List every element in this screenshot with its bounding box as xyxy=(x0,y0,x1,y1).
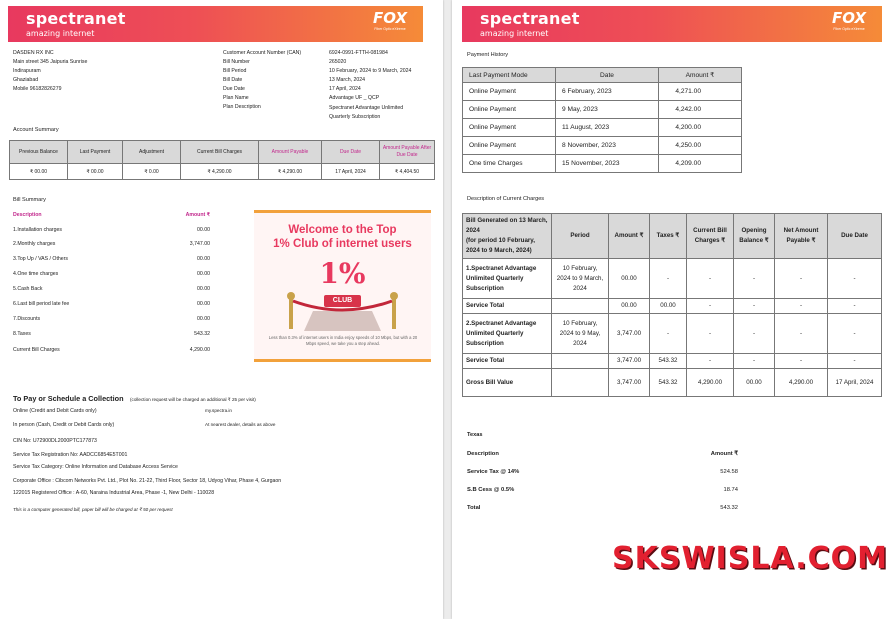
table-cell: - xyxy=(687,354,734,369)
bill-summary-value: 3,747.00 xyxy=(189,241,210,247)
table-row xyxy=(463,155,742,173)
col-taxes: Taxes ₹ xyxy=(650,214,687,259)
table-cell: ₹ 0.00 xyxy=(123,164,181,180)
table-row xyxy=(463,369,882,397)
tax-row-label: Total xyxy=(467,505,481,511)
tax-row-label: S.B Cess @ 0.5% xyxy=(467,487,515,493)
online-link[interactable]: my.spectra.in xyxy=(205,408,232,413)
table-cell: 00.00 xyxy=(609,299,650,314)
bill-info-value: 10 February, 2024 to 9 March, 2024 xyxy=(329,68,412,74)
table-cell: 3,747.00 xyxy=(609,369,650,397)
bill-summary-item: 7.Discounts xyxy=(13,316,41,322)
bill-summary-value: 00.00 xyxy=(197,286,210,292)
table-cell: - xyxy=(650,314,687,354)
col-amount: Amount ₹ xyxy=(659,68,742,83)
table-row xyxy=(463,314,882,354)
tax-row-value: 18.74 xyxy=(723,487,738,493)
col-due-date: Due Date xyxy=(828,214,882,259)
table-cell: - xyxy=(734,314,775,354)
bill-page-1 xyxy=(0,0,443,619)
table-cell: Online Payment xyxy=(463,137,556,155)
bill-summary-value: 00.00 xyxy=(197,227,210,233)
table-cell: ₹ 00.00 xyxy=(68,164,123,180)
table-cell: ₹ 4,404.50 xyxy=(380,164,435,180)
bill-summary-value: 543.32 xyxy=(194,331,210,337)
table-cell: - xyxy=(775,259,828,299)
table-cell: - xyxy=(734,259,775,299)
table-row xyxy=(463,354,882,369)
table-row xyxy=(463,299,882,314)
table-cell: - xyxy=(687,314,734,354)
bill-summary-amount-header: Amount ₹ xyxy=(185,212,210,218)
col-adjustment: Adjustment xyxy=(123,141,181,164)
table-cell: Service Total xyxy=(463,354,552,369)
table-cell: 1.Spectranet Advantage Unlimited Quarterly Subscription xyxy=(463,259,552,299)
bill-summary-total-label: Current Bill Charges xyxy=(13,347,60,353)
table-cell: - xyxy=(650,259,687,299)
table-cell: - xyxy=(734,354,775,369)
customer-line: Mobile 96182826279 xyxy=(13,86,62,92)
bill-info-value: 6924-0991-FTTH-081984 xyxy=(329,50,388,56)
bill-summary-item: 3.Top Up / VAS / Others xyxy=(13,256,68,262)
table-row xyxy=(10,164,435,180)
table-cell: 9 May, 2023 xyxy=(556,101,659,119)
fox-logo: FOX Fiber Optic eXtreme xyxy=(831,9,867,31)
table-cell: - xyxy=(687,299,734,314)
bill-summary-value: 00.00 xyxy=(197,301,210,307)
table-row xyxy=(463,137,742,155)
bill-summary-item: 8.Taxes xyxy=(13,331,31,337)
bill-summary-item: 2.Monthly charges xyxy=(13,241,56,247)
tax-row-value: 524.58 xyxy=(720,469,738,475)
bill-info-label: Bill Period xyxy=(223,68,247,74)
bill-summary-item: 6.Last bill period late fee xyxy=(13,301,70,307)
promo-caption: Less than 0.3% of internet users in India enjoy speeds of 10 Mbps, but with a 20 Mbps speed, we take you a step ahead. xyxy=(268,335,418,346)
brand-tagline: amazing internet xyxy=(480,29,549,38)
promo-title-line1: Welcome to the Top xyxy=(288,224,397,236)
service-tax-reg: Service Tax Registration No: AADCC6854E5T001 xyxy=(13,452,128,458)
table-cell: 543.32 xyxy=(650,354,687,369)
bill-summary-item: 5.Cash Back xyxy=(13,286,43,292)
bill-summary-title: Bill Summary xyxy=(13,197,46,203)
account-summary-table xyxy=(9,140,435,180)
bill-info-label: Due Date xyxy=(223,86,245,92)
bill-info-label: Bill Number xyxy=(223,59,250,65)
table-cell: 3,747.00 xyxy=(609,314,650,354)
taxes-title: Texas xyxy=(467,432,483,438)
cin-number: CIN No: U72900DL2000PTC177873 xyxy=(13,438,97,444)
col-net-amount-payable: Net Amount Payable ₹ xyxy=(775,214,828,259)
table-cell: Online Payment xyxy=(463,119,556,137)
table-cell: Online Payment xyxy=(463,83,556,101)
table-cell: Online Payment xyxy=(463,101,556,119)
pay-heading-note: (collection request will be charged an additional ₹ 25 per visit) xyxy=(130,397,256,402)
col-previous-balance: Previous Balance xyxy=(10,141,68,164)
brand-name: spectranet xyxy=(26,9,126,28)
table-cell: - xyxy=(828,354,882,369)
table-cell: 00.00 xyxy=(650,299,687,314)
table-row xyxy=(463,101,742,119)
table-row xyxy=(463,119,742,137)
payment-history-table xyxy=(462,67,742,173)
table-cell: 17 April, 2024 xyxy=(828,369,882,397)
bill-info-label: Plan Description xyxy=(223,104,261,110)
table-cell: 11 August, 2023 xyxy=(556,119,659,137)
table-cell: 4,290.00 xyxy=(775,369,828,397)
table-cell: - xyxy=(828,299,882,314)
col-last-payment: Last Payment xyxy=(68,141,123,164)
table-cell: 3,747.00 xyxy=(609,354,650,369)
table-cell: - xyxy=(775,299,828,314)
table-cell: Gross Bill Value xyxy=(463,369,552,397)
table-cell: - xyxy=(775,354,828,369)
in-person-value: At nearest dealer, details as above xyxy=(205,422,276,427)
bill-info-value: 13 March, 2024 xyxy=(329,77,366,83)
bill-page-2 xyxy=(452,0,890,619)
table-cell: One time Charges xyxy=(463,155,556,173)
online-label: Online (Credit and Debit Cards only) xyxy=(13,408,97,414)
table-row xyxy=(463,83,742,101)
bill-info-value: 17 April, 2024 xyxy=(329,86,361,92)
col-date: Date xyxy=(556,68,659,83)
registered-office: 122015 Registered Office : A-60, Naraina Industrial Area, Phase -1, New Delhi - 110028 xyxy=(13,490,215,496)
service-tax-category: Service Tax Category: Online Information and Database Access Service xyxy=(13,464,178,470)
current-charges-title: Description of Current Charges xyxy=(467,196,545,202)
table-cell: ₹ 00.00 xyxy=(10,164,68,180)
bill-summary-item: 1.Installation charges xyxy=(13,227,63,233)
bill-generated-header: Bill Generated on 13 March, 2024 xyxy=(466,217,548,234)
table-cell: - xyxy=(687,259,734,299)
col-current-bill-charges: Current Bill Charges xyxy=(181,141,259,164)
col-opening-balance: Opening Balance ₹ xyxy=(734,214,775,259)
table-cell: 4,209.00 xyxy=(659,155,742,173)
header-banner xyxy=(8,6,423,42)
table-cell: 00.00 xyxy=(609,259,650,299)
table-cell: Service Total xyxy=(463,299,552,314)
bill-summary-desc-header: Description xyxy=(13,212,42,218)
brand-tagline: amazing internet xyxy=(26,29,95,38)
col-payment-mode: Last Payment Mode xyxy=(463,68,556,83)
table-cell: 8 November, 2023 xyxy=(556,137,659,155)
promo-badge-number: 1% xyxy=(319,257,366,290)
account-summary-title: Account Summary xyxy=(13,127,59,133)
tax-row-label: Service Tax @ 14% xyxy=(467,469,520,475)
brand-name: spectranet xyxy=(480,9,580,28)
promo-badge-word: CLUB xyxy=(332,297,353,304)
table-cell xyxy=(552,369,609,397)
table-cell: ₹ 4,290.00 xyxy=(259,164,322,180)
footnote: This is a computer generated bill, paper bill will be charged at ₹ 50 per request xyxy=(13,507,173,512)
col-amount-after-due: Amount Payable After Due Date xyxy=(380,141,435,164)
table-row xyxy=(463,259,882,299)
col-amount: Amount ₹ xyxy=(609,214,650,259)
payment-history-title: Payment History xyxy=(467,52,509,58)
customer-line: Indirapuram xyxy=(13,68,41,74)
col-current-bill-charges: Current Bill Charges ₹ xyxy=(687,214,734,259)
col-amount-payable: Amount Payable xyxy=(259,141,322,164)
table-cell: 4,290.00 xyxy=(687,369,734,397)
bill-info-label: Customer Account Number (CAN) xyxy=(223,50,302,56)
bill-period-header: (for period 10 February, 2024 to 9 March, 2024) xyxy=(466,237,535,254)
bill-summary-item: 4.One time charges xyxy=(13,271,59,277)
taxes-amount-header: Amount ₹ xyxy=(710,451,738,457)
in-person-label: In person (Cash, Credit or Debit Cards only) xyxy=(13,422,115,428)
table-cell: 10 February, 2024 to 9 May, 2024 xyxy=(552,314,609,354)
table-cell: 17 April, 2024 xyxy=(322,164,380,180)
table-cell: 15 November, 2023 xyxy=(556,155,659,173)
bill-info-label: Bill Date xyxy=(223,77,243,83)
bill-info-value: Advantage UF _ QCP xyxy=(329,95,380,101)
bill-info-value: 265020 xyxy=(329,59,347,65)
table-cell: 4,271.00 xyxy=(659,83,742,101)
customer-line: DASDEN RX INC xyxy=(13,50,54,56)
table-cell: 4,200.00 xyxy=(659,119,742,137)
col-due-date: Due Date xyxy=(322,141,380,164)
table-cell xyxy=(552,299,609,314)
col-period: Period xyxy=(552,214,609,259)
table-cell: 00.00 xyxy=(734,369,775,397)
bill-summary-value: 00.00 xyxy=(197,271,210,277)
table-cell: 6 February, 2023 xyxy=(556,83,659,101)
table-cell xyxy=(552,354,609,369)
promo-title-line2: 1% Club of internet users xyxy=(273,238,412,250)
table-cell: - xyxy=(828,259,882,299)
bill-info-value: Spectranet Advantage Unlimited Quarterly Subscription xyxy=(329,105,404,120)
table-cell: - xyxy=(734,299,775,314)
table-cell: ₹ 4,290.00 xyxy=(181,164,259,180)
pay-heading: To Pay or Schedule a Collection xyxy=(13,394,124,403)
customer-line: Main street 345 Jaipuria Sunrise xyxy=(13,59,88,65)
table-cell: 10 February, 2024 to 9 March, 2024 xyxy=(552,259,609,299)
table-cell: 2.Spectranet Advantage Unlimited Quarterly Subscription xyxy=(463,314,552,354)
table-cell: 4,250.00 xyxy=(659,137,742,155)
bill-summary-value: 00.00 xyxy=(197,316,210,322)
bill-summary-value: 00.00 xyxy=(197,256,210,262)
fox-logo: FOX Fiber Optic eXtreme xyxy=(372,9,408,31)
table-cell: 4,242.00 xyxy=(659,101,742,119)
table-cell: 543.32 xyxy=(650,369,687,397)
tax-row-value: 543.32 xyxy=(720,505,738,511)
taxes-desc-header: Description xyxy=(467,451,499,457)
watermark-text: SKSWISLA.COM xyxy=(612,541,888,576)
bill-info-label: Plan Name xyxy=(223,95,249,101)
table-cell: - xyxy=(775,314,828,354)
current-charges-table xyxy=(462,213,882,397)
promo-banner xyxy=(254,210,431,362)
header-banner xyxy=(462,6,882,42)
bill-summary-total-value: 4,290.00 xyxy=(189,347,210,353)
customer-line: Ghaziabad xyxy=(13,77,39,83)
table-cell: - xyxy=(828,314,882,354)
corporate-office: Corporate Office : Cibcom Networks Pvt. Ltd., Plot No. 21-22, Third Floor, Sector 18, Udyog Vihar, Phase 4, Gurgaon xyxy=(13,478,282,484)
